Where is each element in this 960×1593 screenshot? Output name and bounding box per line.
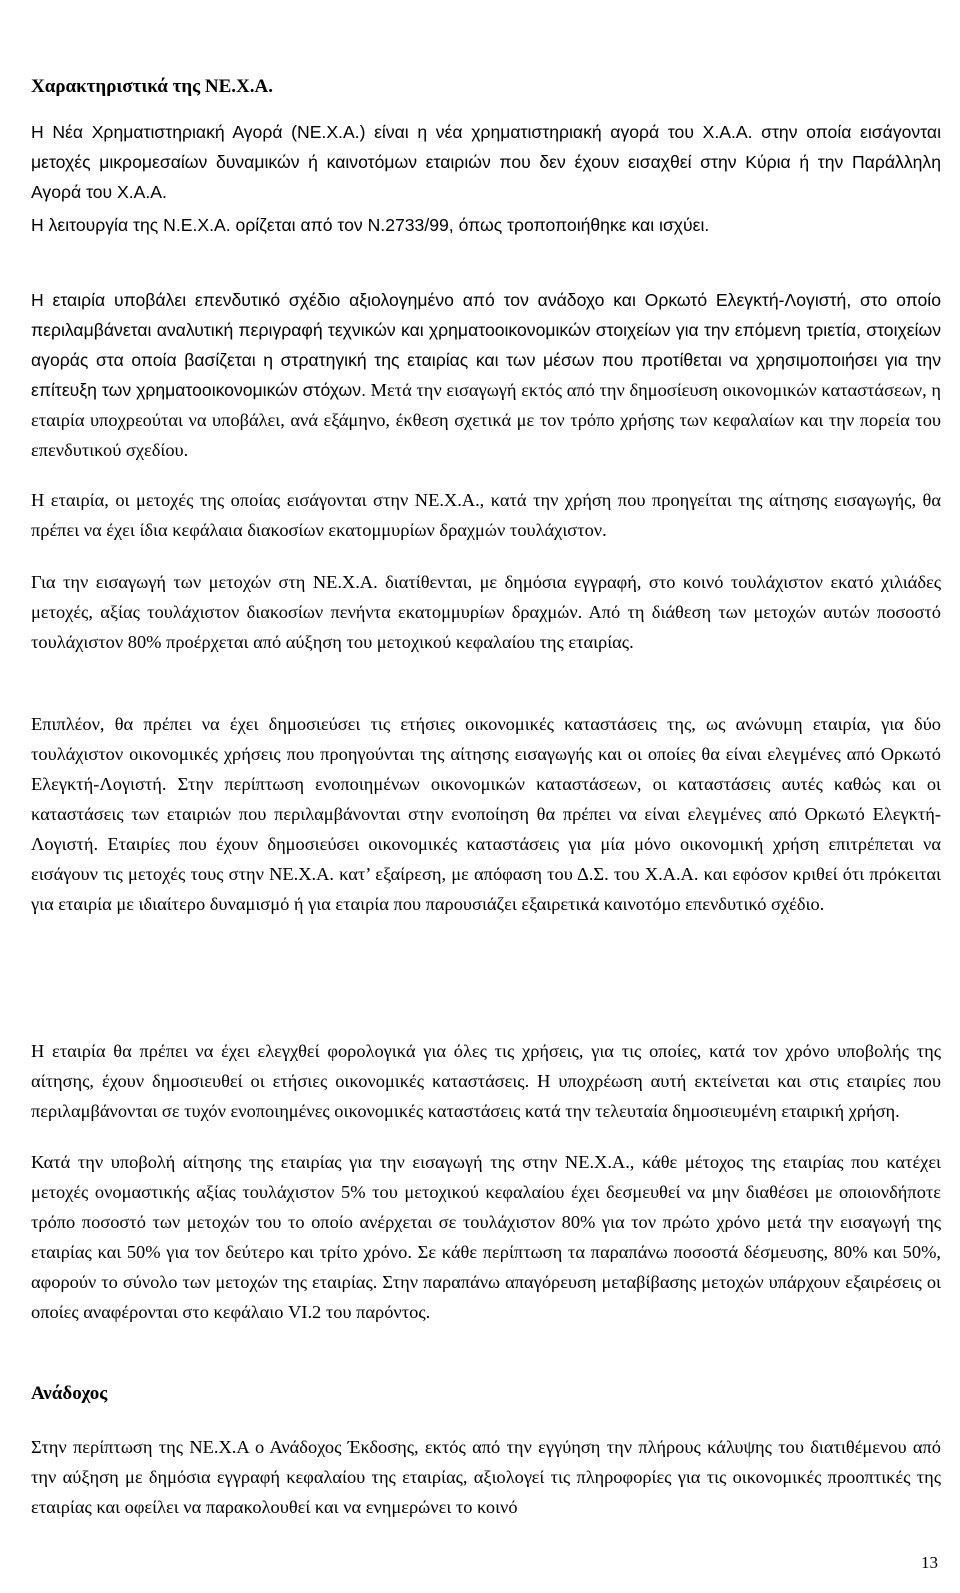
body-paragraph: Η εταιρία θα πρέπει να έχει ελεγχθεί φορολογικά για όλες τις χρήσεις, για τις οποίες, κατά τον χρόνο υποβολής της αίτησης, έχουν δημοσιευθεί οι ετήσιες οικονομικές καταστάσεις. Η υποχρέωση αυτή εκτείνεται και στις εταιρίες που περιλαμβάνονται σε τυχόν ενοποιημένες οικονομικές καταστάσεις κατά την τελευταία δημοσιευμένη εταιρική χρήση. <box>31 1041 941 1121</box>
body-paragraph: Στην περίπτωση της ΝΕ.Χ.Α ο Ανάδοχος Έκδοσης, εκτός από την εγγύηση την πλήρους κάλυψης του διατιθέμενου από την αύξηση με δημόσια εγγραφή κεφαλαίου της εταιρίας, αξιολογεί τις πληροφορίες για τις οικονομικές προοπτικές της εταιρίας και οφείλει να παρακολουθεί και να ενημερώνει το κοινό <box>31 1437 941 1517</box>
subheading: Ανάδοχος <box>31 1383 108 1404</box>
body-paragraph <box>31 285 941 465</box>
body-paragraph: Η εταιρία, οι μετοχές της οποίας εισάγονται στην ΝΕ.Χ.Α., κατά την χρήση που προηγείται της αίτησης εισαγωγής, θα πρέπει να έχει ίδια κεφάλαια διακοσίων εκατομμυρίων δραχμών τουλάχιστον. <box>31 490 941 540</box>
intro-sentence: Η εταιρία υποβάλει επενδυτικό σχέδιο αξιολογημένο από τον ανάδοχο και Ορκωτό Ελεγκτή-Λογιστή, στο οποίο περιλαμβάνεται αναλυτική περιγραφή τεχνικών και χρηματοοικονομικών στοιχείων για την επόμενη τριετία, στοιχείων αγοράς στα οποία βασίζεται η στρατηγική της εταιρίας και των μέσων που προτίθεται να χρησιμοποιήσει για την επίτευξη των χρηματοοικονομικών στόχων. <box>31 290 941 400</box>
intro-paragraph: Η Νέα Χρηματιστηριακή Αγορά (ΝΕ.Χ.Α.) είναι η νέα χρηματιστηριακή αγορά του Χ.Α.Α. στην οποία εισάγονται μετοχές μικρομεσαίων δυναμικών ή καινοτόμων εταιριών που δεν έχουν εισαχθεί στην Κύρια ή την Παράλληλη Αγορά του Χ.Α.Α. <box>31 122 941 202</box>
body-paragraph: Για την εισαγωγή των μετοχών στη ΝΕ.Χ.Α. διατίθενται, με δημόσια εγγραφή, στο κοινό τουλάχιστον εκατό χιλιάδες μετοχές, αξίας τουλάχιστον διακοσίων πενήντα εκατομμυρίων δραχμών. Από τη διάθεση των μετοχών αυτών ποσοστό τουλάχιστον 80% προέρχεται από αύξηση του μετοχικού κεφαλαίου της εταιρίας. <box>31 572 941 652</box>
body-paragraph: Επιπλέον, θα πρέπει να έχει δημοσιεύσει τις ετήσιες οικονομικές καταστάσεις της, ως ανώνυμη εταιρία, για δύο τουλάχιστον οικονομικές χρήσεις που προηγούνται της αίτησης εισαγωγής και οι οποίες θα είναι ελεγμένες από Ορκωτό Ελεγκτή-Λογιστή. Στην περίπτωση ενοποιημένων οικονομικών καταστάσεων, οι καταστάσεις αυτές καθώς και οι καταστάσεις των εταιριών που περιλαμβάνονται στην ενοποίηση θα πρέπει να είναι ελεγμένες από Ορκωτό Ελεγκτή-Λογιστή. Εταιρίες που έχουν δημοσιεύσει οικονομικές καταστάσεις για μία μόνο οικονομική χρήση επιτρέπεται να εισάγουν τις μετοχές τους στην ΝΕ.Χ.Α. κατ’ εξαίρεση, με απόφαση του Δ.Σ. του Χ.Α.Α. και εφόσον κριθεί ότι πρόκειται για εταιρία με ιδιαίτερο δυναμισμό ή για εταιρία που παρουσιάζει εξαιρετικά καινοτόμο επενδυτικό σχέδιο. <box>31 714 941 914</box>
section-heading: Χαρακτηριστικά της ΝΕ.Χ.Α. <box>31 76 273 97</box>
page-number: 13 <box>921 1553 938 1572</box>
body-paragraph: Κατά την υποβολή αίτησης της εταιρίας για την εισαγωγή της στην ΝΕ.Χ.Α., κάθε μέτοχος της εταιρίας που κατέχει μετοχές ονομαστικής αξίας τουλάχιστον 5% του μετοχικού κεφαλαίου έχει δεσμευθεί να μην διαθέσει με οποιονδήποτε τρόπο ποσοστό των μετοχών του το οποίο ανέρχεται σε τουλάχιστον 80% για τον πρώτο χρόνο μετά την εισαγωγή της εταιρίας και 50% για τον δεύτερο και τρίτο χρόνο. Σε κάθε περίπτωση τα παραπάνω ποσοστά δέσμευσης, 80% και 50%, αφορούν το σύνολο των μετοχών της εταιρίας. Στην παραπάνω απαγόρευση μεταβίβασης μετοχών υπάρχουν εξαιρέσεις οι οποίες αναφέρονται στο κεφάλαιο VI.2 του παρόντος. <box>31 1152 941 1322</box>
body-sentence: Μετά την εισαγωγή εκτός από την δημοσίευση οικονομικών καταστάσεων, η εταιρία υποχρεούται να υποβάλει, ανά εξάμηνο, έκθεση σχετικά με τον τρόπο χρήσης των κεφαλαίων και την πορεία του επενδυτικού σχεδίου. <box>31 380 941 460</box>
intro-paragraph: Η λειτουργία της Ν.Ε.Χ.Α. ορίζεται από τον Ν.2733/99, όπως τροποποιήθηκε και ισχύει. <box>31 215 710 235</box>
